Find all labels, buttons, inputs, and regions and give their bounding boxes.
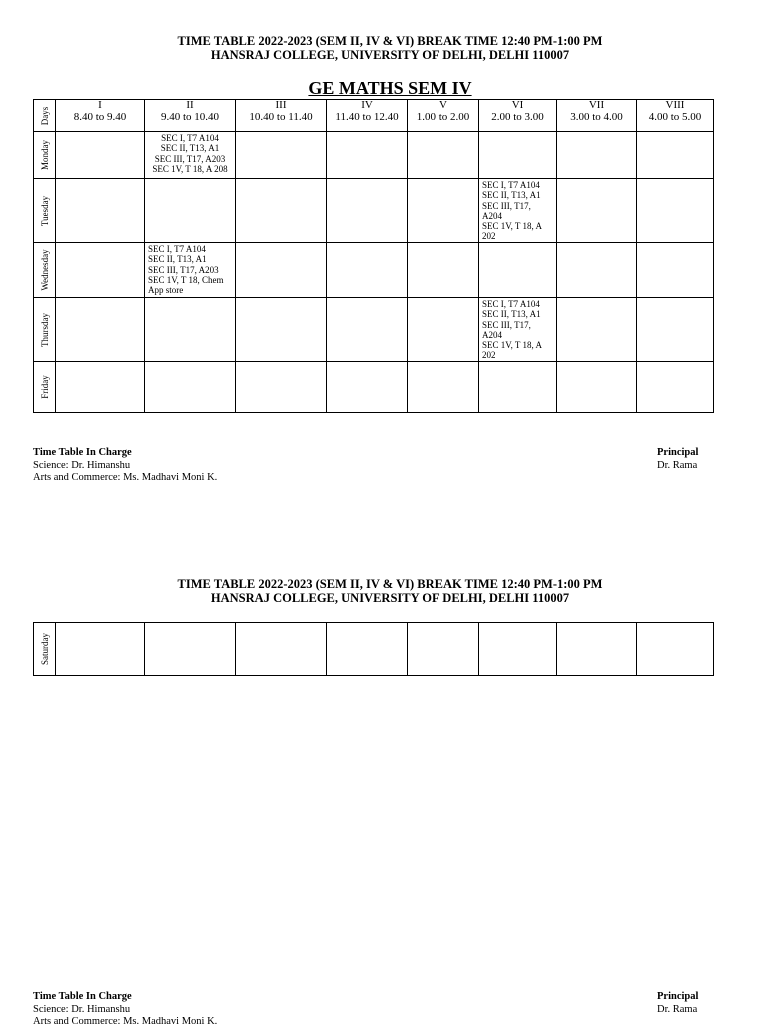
slot-cell [236, 243, 327, 298]
class-entry-line: SEC 1V, T 18, A 208 [152, 163, 228, 174]
slot-cell [56, 179, 145, 243]
slot-cell [145, 623, 236, 676]
page2-header-line2: HANSRAJ COLLEGE, UNIVERSITY OF DELHI, DELHI 110007 [210, 591, 570, 605]
saturday-table [33, 622, 714, 676]
day-row [34, 298, 714, 362]
class-entry-line: App store [148, 285, 184, 296]
science-in-charge: Science: Dr. Himanshu [33, 1003, 131, 1015]
slot-cell [327, 362, 408, 413]
college-header-line2: HANSRAJ COLLEGE, UNIVERSITY OF DELHI, DELHI 110007 [210, 48, 570, 62]
page2-in-charge-block [33, 991, 217, 1029]
slot-cell [145, 362, 236, 413]
period-numeral: IV [361, 99, 373, 111]
period-time: 1.00 to 2.00 [416, 110, 470, 123]
slot-cell [557, 179, 637, 243]
slot-cell [637, 362, 714, 413]
day-cell [34, 243, 56, 298]
class-entry-line: SEC III, T17, A203 [154, 153, 226, 164]
slot-cell [479, 298, 557, 362]
slot-cell [56, 623, 145, 676]
slot-cell [145, 298, 236, 362]
slot-cell [479, 623, 557, 676]
slot-cell [236, 179, 327, 243]
day-row [34, 243, 714, 298]
page-title: GE MATHS SEM IV [308, 78, 472, 98]
slot-cell [408, 132, 479, 179]
slot-cell [557, 132, 637, 179]
principal-title: Principal [657, 991, 699, 1002]
page2-principal-block [657, 991, 698, 1016]
period-header [479, 100, 557, 132]
class-entry-line: SEC II, T13, A1 [482, 309, 541, 320]
slot-cell [145, 179, 236, 243]
class-entry-line: SEC II, T13, A1 [160, 143, 220, 154]
period-header [408, 100, 479, 132]
principal-title: Principal [657, 447, 699, 458]
period-header [145, 100, 236, 132]
class-entry [479, 298, 556, 361]
slot-cell [236, 362, 327, 413]
slot-cell [236, 132, 327, 179]
slot-cell [408, 243, 479, 298]
day-cell [34, 623, 56, 676]
slot-cell [479, 179, 557, 243]
period-numeral: V [439, 99, 447, 111]
period-time: 4.00 to 5.00 [648, 110, 702, 123]
timetable [33, 99, 714, 413]
class-entry-line: SEC 1V, T 18, A [482, 221, 543, 232]
period-numeral: III [275, 99, 287, 111]
slot-cell [637, 623, 714, 676]
class-entry-line: SEC 1V, T 18, Chem [148, 274, 224, 285]
class-entry-line: A204 [482, 329, 502, 340]
period-time: 10.40 to 11.40 [249, 110, 313, 123]
slot-cell [56, 362, 145, 413]
class-entry-line: 202 [482, 231, 496, 242]
slot-cell [236, 623, 327, 676]
class-entry-line: SEC III, T17, [482, 200, 531, 211]
day-label: Thursday [39, 312, 50, 347]
class-entry-line: SEC 1V, T 18, A [482, 340, 543, 351]
slot-cell [637, 243, 714, 298]
day-cell [34, 298, 56, 362]
period-header [236, 100, 327, 132]
principal-block [657, 447, 698, 472]
period-time: 2.00 to 3.00 [491, 110, 544, 123]
day-label: Friday [39, 375, 50, 399]
slot-cell [557, 298, 637, 362]
period-time: 11.40 to 12.40 [335, 110, 399, 123]
slot-cell [637, 179, 714, 243]
slot-cell [56, 243, 145, 298]
days-label: Days [39, 106, 50, 125]
slot-cell [479, 362, 557, 413]
class-entry-line: SEC II, T13, A1 [148, 254, 207, 265]
days-header-cell [34, 100, 56, 132]
day-row [34, 132, 714, 179]
day-cell [34, 179, 56, 243]
class-entry-line: SEC III, T17, [482, 319, 531, 330]
slot-cell [408, 298, 479, 362]
arts-commerce-in-charge: Arts and Commerce: Ms. Madhavi Moni K. [33, 1016, 218, 1027]
in-charge-title: Time Table In Charge [33, 991, 132, 1002]
period-numeral: I [98, 99, 102, 111]
day-label: Wednesday [39, 249, 50, 291]
slot-cell [327, 132, 408, 179]
class-entry-line: SEC III, T17, A203 [148, 264, 219, 275]
timetable-body [34, 100, 714, 413]
day-label: Monday [39, 140, 50, 170]
slot-cell [557, 362, 637, 413]
class-entry-line: SEC I, T7 A104 [148, 244, 206, 254]
slot-cell [145, 132, 236, 179]
in-charge-title: Time Table In Charge [33, 447, 132, 458]
class-entry-line: SEC I, T7 A104 [161, 133, 219, 143]
slot-cell [637, 132, 714, 179]
period-time: 9.40 to 10.40 [160, 110, 220, 123]
class-entry [479, 179, 556, 242]
class-entry-line: A204 [482, 210, 502, 221]
slot-cell [56, 132, 145, 179]
class-entry-line: SEC II, T13, A1 [482, 190, 541, 201]
class-entry [145, 132, 235, 174]
period-header [56, 100, 145, 132]
day-label: Saturday [39, 633, 50, 665]
slot-cell [56, 298, 145, 362]
class-entry [145, 243, 235, 295]
day-cell [34, 132, 56, 179]
period-numeral: VI [511, 99, 524, 111]
slot-cell [327, 298, 408, 362]
page2-header-line1: TIME TABLE 2022-2023 (SEM II, IV & VI) BREAK TIME 12:40 PM-1:00 PM [177, 577, 603, 591]
slot-cell [145, 243, 236, 298]
period-numeral: VIII [665, 99, 685, 111]
slot-cell [479, 243, 557, 298]
principal-name: Dr. Rama [657, 1003, 698, 1015]
day-label: Tuesday [39, 195, 50, 226]
slot-cell [408, 179, 479, 243]
period-time: 8.40 to 9.40 [73, 110, 127, 123]
slot-cell [637, 298, 714, 362]
slot-cell [327, 623, 408, 676]
slot-cell [557, 623, 637, 676]
period-time: 3.00 to 4.00 [570, 110, 623, 123]
slot-cell [479, 132, 557, 179]
slot-cell [236, 298, 327, 362]
period-header [557, 100, 637, 132]
science-in-charge: Science: Dr. Himanshu [33, 459, 131, 471]
period-header [637, 100, 714, 132]
period-numeral: II [186, 99, 194, 111]
class-entry-line: SEC I, T7 A104 [482, 180, 540, 190]
period-numeral: VII [588, 99, 605, 111]
timetable-header-line1: TIME TABLE 2022-2023 (SEM II, IV & VI) BREAK TIME 12:40 PM-1:00 PM [177, 34, 603, 48]
slot-cell [327, 179, 408, 243]
arts-commerce-in-charge: Arts and Commerce: Ms. Madhavi Moni K. [33, 472, 218, 483]
principal-name: Dr. Rama [657, 459, 698, 471]
day-row [34, 179, 714, 243]
slot-cell [327, 243, 408, 298]
period-header [327, 100, 408, 132]
class-entry-line: SEC I, T7 A104 [482, 299, 540, 309]
slot-cell [408, 362, 479, 413]
day-row [34, 362, 714, 413]
slot-cell [408, 623, 479, 676]
header-row [34, 100, 714, 132]
slot-cell [557, 243, 637, 298]
saturday-row [34, 623, 714, 676]
timetable-in-charge-block [33, 447, 217, 485]
day-cell [34, 362, 56, 413]
class-entry-line: 202 [482, 350, 496, 361]
